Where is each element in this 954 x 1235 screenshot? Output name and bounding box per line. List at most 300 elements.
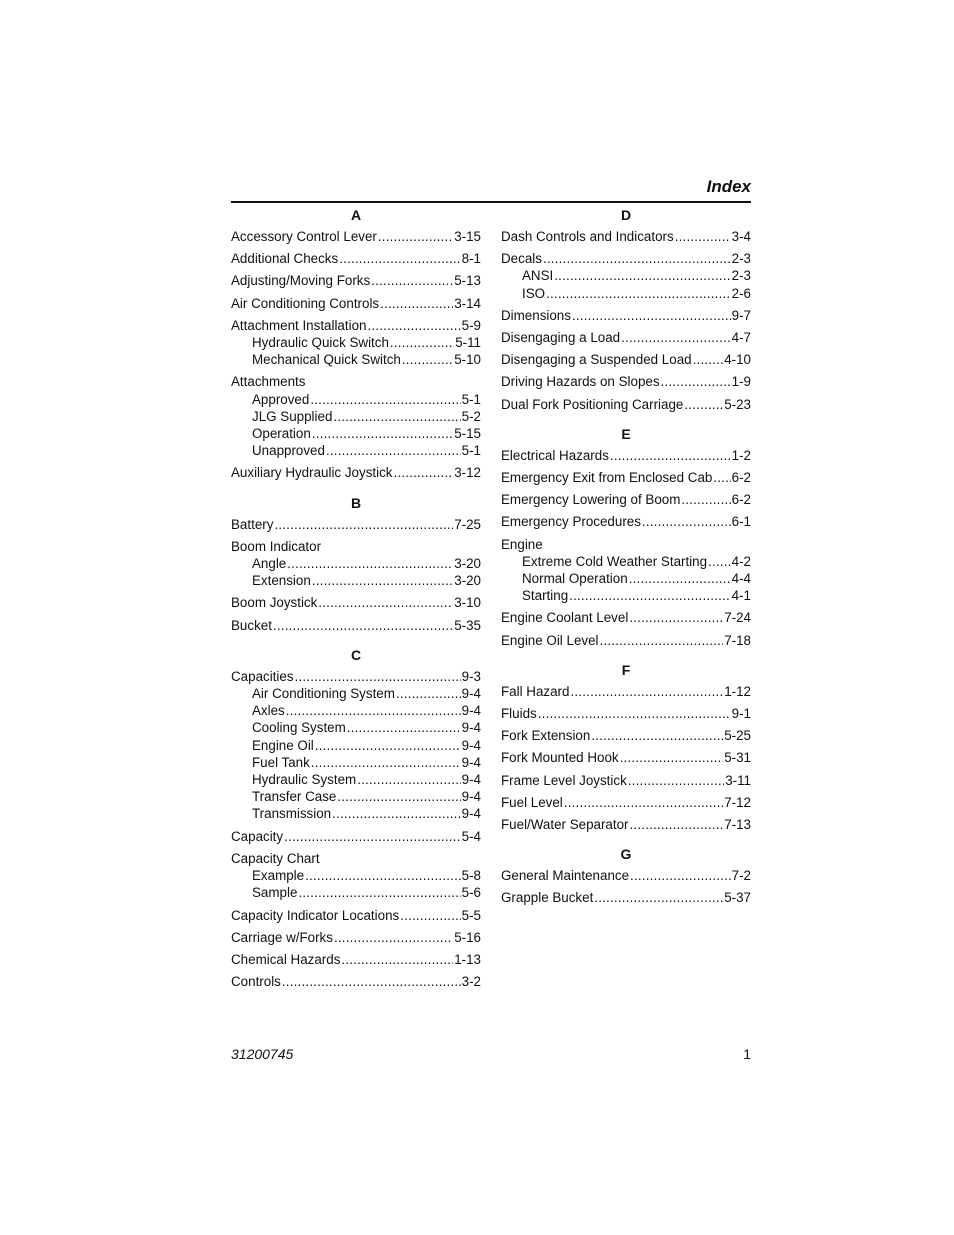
entry-page: 4-1: [731, 588, 751, 604]
document-number: 31200745: [231, 1046, 294, 1062]
dot-leader: [591, 727, 723, 744]
section-letter: B: [350, 494, 362, 511]
index-term-line: [501, 373, 751, 390]
dot-leader: [318, 594, 453, 611]
entry-page: 9-4: [461, 737, 481, 753]
entry-page: 5-5: [461, 907, 481, 923]
dot-leader: [286, 702, 461, 719]
index-entry: [501, 469, 751, 486]
dot-leader: [642, 513, 731, 530]
entry-page: 3-4: [731, 229, 751, 244]
dot-leader: [713, 469, 730, 486]
index-subentry: [231, 391, 481, 408]
index-entry: [231, 538, 481, 590]
index-term-line: [501, 351, 751, 368]
entry-term: Engine Oil: [252, 737, 314, 753]
entry-term: Bucket: [231, 617, 272, 633]
entry-term: Accessory Control Lever: [231, 229, 377, 244]
entry-term: Mechanical Quick Switch: [252, 352, 401, 368]
entry-term: Extension: [252, 573, 311, 589]
index-subentry: [231, 754, 481, 771]
index-subentry: [501, 553, 751, 570]
index-entry: [501, 351, 751, 368]
dot-leader: [570, 683, 723, 700]
entry-term: Capacity: [231, 828, 284, 844]
entry-page: 5-31: [724, 750, 751, 766]
dot-leader: [333, 408, 460, 425]
index-entry: [501, 632, 751, 649]
dot-leader: [675, 228, 731, 245]
index-term-line: [231, 272, 481, 289]
entry-term: Fluids: [501, 706, 537, 722]
entry-page: 3-15: [454, 229, 481, 244]
entry-term: Air Conditioning System: [252, 686, 395, 702]
entry-term: Grapple Bucket: [501, 890, 594, 906]
entry-page: 7-12: [724, 794, 751, 810]
index-subentry: [501, 570, 751, 587]
index-section-e: [501, 423, 751, 649]
entry-page: 9-4: [461, 772, 481, 788]
index-entry: [231, 668, 481, 823]
index-column-right: [501, 204, 751, 907]
index-subentry: [231, 408, 481, 425]
index-term-line: [501, 867, 751, 884]
entry-page: 1-12: [724, 683, 751, 699]
entry-page: 2-3: [731, 251, 751, 267]
index-entry: [501, 609, 751, 626]
dot-leader: [339, 250, 460, 267]
entry-term: Transmission: [252, 806, 332, 822]
index-term-line: [231, 594, 481, 611]
entry-page: 9-4: [461, 789, 481, 805]
section-letter: D: [620, 207, 632, 223]
entry-page: 8-1: [461, 251, 481, 267]
entry-term: Unapproved: [252, 443, 325, 459]
index-term-line: [231, 516, 481, 533]
entry-page: 7-13: [724, 817, 751, 833]
entry-page: 5-11: [455, 335, 481, 351]
entry-term: Capacities: [231, 668, 294, 684]
dot-leader: [621, 329, 731, 346]
entry-page: 6-1: [731, 514, 751, 530]
index-entry: [231, 973, 481, 990]
index-subentry: [231, 805, 481, 822]
section-letter: C: [350, 646, 362, 663]
index-entry: [231, 951, 481, 968]
index-entry: [501, 705, 751, 722]
entry-term: Dash Controls and Indicators: [501, 229, 674, 244]
index-subentry: [231, 334, 481, 351]
entry-term: Dual Fork Positioning Carriage: [501, 396, 684, 412]
entry-term: ISO: [522, 285, 546, 301]
index-term-line: [501, 491, 751, 508]
entry-term: Operation: [252, 426, 311, 442]
entry-page: 4-10: [724, 352, 751, 368]
entry-page: 9-4: [461, 686, 481, 702]
index-entry: [501, 329, 751, 346]
entry-term: Frame Level Joystick: [501, 772, 627, 788]
entry-term: Axles: [252, 703, 285, 719]
index-entry: [501, 396, 751, 413]
index-term-line: [501, 250, 751, 267]
entry-page: 5-25: [724, 728, 751, 744]
index-section-b: [231, 492, 481, 634]
entry-page: 9-4: [461, 806, 481, 822]
entry-term: Sample: [252, 885, 298, 901]
index-term-line: [501, 683, 751, 700]
entry-term: Approved: [252, 391, 310, 407]
entry-page: 5-35: [454, 617, 481, 633]
dot-leader: [569, 587, 730, 604]
entry-term: Angle: [252, 556, 287, 572]
index-column-left: [231, 204, 481, 990]
entry-page: 5-1: [461, 391, 481, 407]
dot-leader: [312, 572, 453, 589]
index-term-line: [231, 850, 481, 867]
index-term-line: [501, 396, 751, 413]
dot-leader: [546, 285, 731, 302]
entry-term: Attachment Installation: [231, 317, 367, 333]
dot-leader: [341, 951, 453, 968]
index-term-line: [501, 794, 751, 811]
dot-leader: [305, 867, 461, 884]
section-letter: G: [620, 846, 632, 863]
entry-term: Fuel Level: [501, 794, 563, 810]
entry-term: Capacity Indicator Locations: [231, 907, 400, 923]
index-term-line: [501, 228, 751, 245]
index-term-line: [501, 749, 751, 766]
entry-page: 1-13: [454, 951, 481, 967]
dot-leader: [310, 391, 460, 408]
index-term-line: [231, 951, 481, 968]
dot-leader: [610, 447, 731, 464]
page-header: [231, 177, 751, 203]
index-subentry: [231, 737, 481, 754]
dot-leader: [274, 516, 453, 533]
index-entry: [231, 317, 481, 369]
index-subentry: [231, 788, 481, 805]
index-entry: [231, 295, 481, 312]
dot-leader: [371, 272, 453, 289]
dot-leader: [298, 884, 460, 901]
entry-term: Auxiliary Hydraulic Joystick: [231, 465, 393, 481]
entry-page: 3-12: [454, 465, 481, 481]
index-entry: [501, 513, 751, 530]
entry-page: 5-23: [724, 396, 751, 412]
index-entry: [231, 617, 481, 634]
entry-page: 7-25: [454, 516, 481, 532]
dot-leader: [396, 685, 461, 702]
dot-leader: [311, 754, 461, 771]
index-entry: [231, 828, 481, 845]
index-subentry: [501, 267, 751, 284]
index-entry: [501, 772, 751, 789]
dot-leader: [326, 442, 461, 459]
index-term-line: [231, 668, 481, 685]
entry-page: 3-10: [454, 595, 481, 611]
entry-page: 6-2: [731, 492, 751, 508]
index-entry: [231, 272, 481, 289]
entry-page: 7-2: [731, 868, 751, 884]
entry-page: 5-15: [454, 426, 481, 442]
index-subentry: [231, 555, 481, 572]
entry-term: Carriage w/Forks: [231, 929, 333, 945]
entry-page: 5-16: [454, 929, 481, 945]
index-subentry: [231, 425, 481, 442]
index-subentry: [501, 587, 751, 604]
dot-leader: [661, 373, 731, 390]
index-entry: [501, 373, 751, 390]
dot-leader: [693, 351, 724, 368]
index-term-line: [501, 772, 751, 789]
dot-leader: [600, 632, 724, 649]
entry-page: 5-6: [461, 885, 481, 901]
entry-term: Additional Checks: [231, 251, 339, 267]
dot-leader: [681, 491, 730, 508]
entry-term: Hydraulic Quick Switch: [252, 335, 389, 351]
entry-term: Fall Hazard: [501, 683, 570, 699]
index-term-line: [501, 469, 751, 486]
index-term-line: [231, 464, 481, 481]
entry-term: Emergency Procedures: [501, 514, 641, 530]
entry-term: Driving Hazards on Slopes: [501, 374, 660, 390]
index-subentry: [231, 884, 481, 901]
index-term-line: [231, 317, 481, 334]
index-term-line: [231, 828, 481, 845]
index-subentry: [231, 702, 481, 719]
entry-term: Boom Joystick: [231, 595, 318, 611]
entry-term: Hydraulic System: [252, 772, 357, 788]
section-letter: F: [621, 661, 631, 678]
entry-term: Emergency Exit from Enclosed Cab: [501, 470, 713, 486]
entry-page: 7-18: [724, 632, 751, 648]
index-term-line: [231, 228, 481, 245]
entry-term: Extreme Cold Weather Starting: [522, 553, 708, 569]
index-term-line: [501, 705, 751, 722]
dot-leader: [347, 719, 461, 736]
index-term-line: [231, 617, 481, 634]
entry-term: ANSI: [522, 268, 554, 284]
index-subentry: [501, 285, 751, 302]
index-entry: [501, 867, 751, 884]
index-entry: [501, 228, 751, 245]
index-entry: [231, 594, 481, 611]
index-term-line: [501, 329, 751, 346]
index-entry: [231, 373, 481, 459]
entry-page: 5-4: [461, 828, 481, 844]
index-section-f: [501, 659, 751, 833]
entry-term: Capacity Chart: [231, 850, 320, 866]
index-section-d: [501, 204, 751, 413]
dot-leader: [315, 737, 461, 754]
index-entry: [501, 816, 751, 833]
dot-leader: [273, 617, 453, 634]
entry-page: 9-1: [731, 706, 751, 722]
index-term-line: [501, 536, 751, 553]
entry-page: 2-6: [731, 285, 751, 301]
dot-leader: [284, 828, 461, 845]
entry-page: 4-2: [731, 553, 751, 569]
entry-page: 9-4: [461, 703, 481, 719]
section-letter: E: [621, 425, 631, 442]
page-number: 1: [743, 1046, 751, 1062]
entry-page: 6-2: [731, 470, 751, 486]
entry-page: 5-37: [724, 890, 751, 906]
index-term-line: [501, 513, 751, 530]
dot-leader: [390, 334, 454, 351]
dot-leader: [630, 867, 731, 884]
index-entry: [501, 749, 751, 766]
entry-term: Battery: [231, 516, 274, 532]
entry-page: 3-20: [454, 573, 481, 589]
entry-term: Cooling System: [252, 720, 346, 736]
entry-term: Decals: [501, 251, 542, 267]
entry-page: 3-11: [725, 772, 751, 788]
index-term-line: [501, 727, 751, 744]
index-term-line: [231, 973, 481, 990]
entry-page: 5-8: [461, 868, 481, 884]
index-entry: [501, 889, 751, 906]
dot-leader: [332, 805, 461, 822]
entry-term: Fuel/Water Separator: [501, 817, 629, 833]
entry-term: Adjusting/Moving Forks: [231, 273, 371, 289]
index-entry: [501, 491, 751, 508]
dot-leader: [337, 788, 460, 805]
dot-leader: [287, 555, 453, 572]
entry-page: 5-10: [454, 352, 481, 368]
entry-page: 9-7: [731, 307, 751, 323]
entry-page: 1-9: [731, 374, 751, 390]
index-entry: [501, 536, 751, 605]
index-term-line: [231, 929, 481, 946]
dot-leader: [357, 771, 460, 788]
entry-term: Chemical Hazards: [231, 951, 341, 967]
entry-page: 1-2: [731, 447, 751, 463]
dot-leader: [594, 889, 723, 906]
index-subentry: [231, 867, 481, 884]
entry-page: 9-4: [461, 720, 481, 736]
entry-page: 5-9: [461, 317, 481, 333]
entry-term: Electrical Hazards: [501, 447, 609, 463]
entry-page: 7-24: [724, 610, 751, 626]
entry-term: Fuel Tank: [252, 754, 310, 770]
entry-page: 5-13: [454, 273, 481, 289]
index-term-line: [501, 816, 751, 833]
entry-page: 9-4: [461, 754, 481, 770]
index-term-line: [501, 632, 751, 649]
index-entry: [501, 307, 751, 324]
entry-page: 9-3: [461, 668, 481, 684]
dot-leader: [630, 816, 724, 833]
entry-page: 4-4: [731, 571, 751, 587]
dot-leader: [312, 425, 453, 442]
index-term-line: [231, 250, 481, 267]
index-term-line: [231, 538, 481, 555]
dot-leader: [402, 351, 453, 368]
entry-term: Example: [252, 868, 305, 884]
index-entry: [501, 727, 751, 744]
entry-term: Air Conditioning Controls: [231, 295, 380, 311]
index-entry: [501, 683, 751, 700]
entry-term: Starting: [522, 588, 569, 604]
entry-term: Transfer Case: [252, 789, 337, 805]
index-entry: [501, 250, 751, 302]
dot-leader: [380, 295, 453, 312]
dot-leader: [628, 772, 724, 789]
entry-term: Boom Indicator: [231, 538, 322, 554]
entry-page: 5-2: [461, 408, 481, 424]
entry-page: 2-3: [731, 268, 751, 284]
entry-term: General Maintenance: [501, 868, 630, 884]
entry-term: Disengaging a Suspended Load: [501, 352, 692, 368]
index-entry: [231, 929, 481, 946]
index-term-line: [231, 907, 481, 924]
dot-leader: [334, 929, 453, 946]
index-entry: [231, 850, 481, 902]
section-letter: A: [350, 207, 362, 223]
entry-term: Engine Oil Level: [501, 632, 599, 648]
index-subentry: [231, 685, 481, 702]
entry-page: 3-14: [454, 295, 481, 311]
dot-leader: [629, 570, 731, 587]
dot-leader: [400, 907, 460, 924]
index-term-line: [501, 447, 751, 464]
index-section-a: [231, 204, 481, 482]
entry-term: Normal Operation: [522, 571, 628, 587]
dot-leader: [564, 794, 723, 811]
entry-term: JLG Supplied: [252, 408, 333, 424]
entry-term: Fork Mounted Hook: [501, 750, 619, 766]
entry-page: 4-7: [731, 330, 751, 346]
entry-term: Engine Coolant Level: [501, 610, 629, 626]
index-subentry: [231, 351, 481, 368]
index-term-line: [501, 307, 751, 324]
entry-page: 5-1: [461, 443, 481, 459]
dot-leader: [554, 267, 730, 284]
dot-leader: [367, 317, 460, 334]
index-term-line: [501, 609, 751, 626]
index-subentry: [231, 572, 481, 589]
dot-leader: [708, 553, 731, 570]
dot-leader: [684, 396, 723, 413]
index-term-line: [231, 295, 481, 312]
index-subentry: [231, 771, 481, 788]
dot-leader: [620, 749, 724, 766]
entry-term: Emergency Lowering of Boom: [501, 492, 681, 508]
entry-page: 3-20: [454, 556, 481, 572]
dot-leader: [629, 609, 723, 626]
entry-page: 3-2: [461, 974, 481, 990]
index-section-g: [501, 843, 751, 906]
index-entry: [231, 464, 481, 481]
index-entry: [231, 907, 481, 924]
index-section-c: [231, 644, 481, 990]
page-title: Index: [706, 177, 751, 196]
index-entry: [231, 516, 481, 533]
index-term-line: [501, 889, 751, 906]
dot-leader: [538, 705, 731, 722]
entry-term: Dimensions: [501, 307, 571, 323]
entry-term: Controls: [231, 974, 281, 990]
dot-leader: [282, 973, 461, 990]
entry-term: Disengaging a Load: [501, 330, 621, 346]
dot-leader: [393, 464, 453, 481]
index-entry: [231, 228, 481, 245]
entry-term: Fork Extension: [501, 728, 591, 744]
dot-leader: [543, 250, 731, 267]
entry-term: Engine: [501, 536, 543, 552]
index-term-line: [231, 373, 481, 390]
